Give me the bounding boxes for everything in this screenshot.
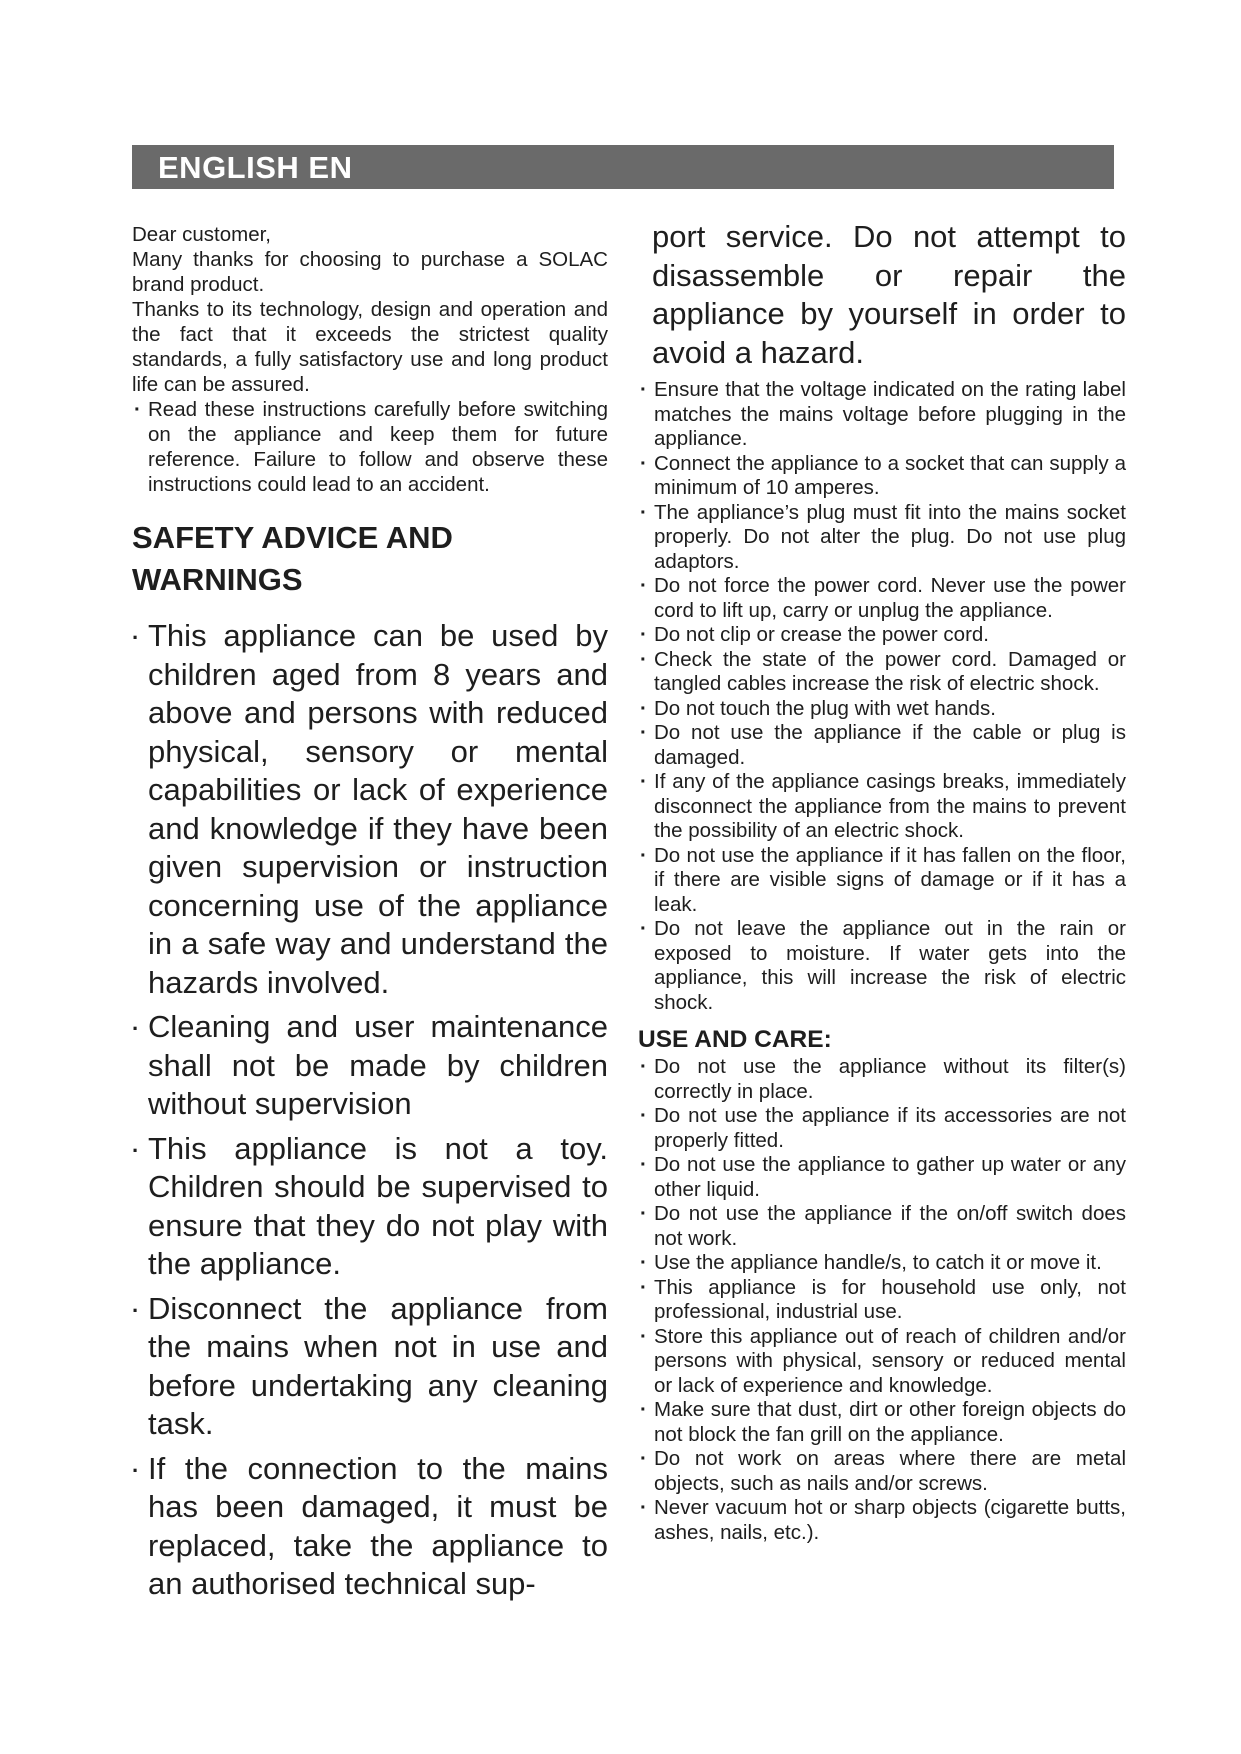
intro-thanks: Many thanks for choosing to purchase a SOLAC brand product. — [132, 248, 608, 296]
list-item: · Ensure that the voltage indicated on the rating label matches the mains voltage before plugging in the appliance. — [638, 378, 1126, 452]
list-item: · If the connection to the mains has been damaged, it must be replaced, take the appliance to an authorised technical sup- — [132, 1450, 608, 1604]
list-item: · Do not clip or crease the power cord. — [638, 623, 1126, 648]
list-item: · Connect the appliance to a socket that can supply a minimum of 10 amperes. — [638, 452, 1126, 501]
safety-heading: SAFETY ADVICE AND WARNINGS — [132, 520, 453, 597]
safety-continuation: port service. Do not attempt to disassemble or repair the appliance by yourself in order to avoid a hazard. — [652, 219, 1126, 370]
list-item: · This appliance is not a toy. Children should be supervised to ensure that they do not play with the appliance. — [132, 1130, 608, 1284]
list-item: · Never vacuum hot or sharp objects (cigarette butts, ashes, nails, etc.). — [638, 1496, 1126, 1545]
list-item: · Use the appliance handle/s, to catch it or move it. — [638, 1251, 1126, 1276]
language-header-title: ENGLISH EN — [158, 150, 353, 185]
list-item: · Cleaning and user maintenance shall not be made by children without supervision — [132, 1008, 608, 1124]
intro-greeting: Dear customer, — [132, 223, 271, 246]
list-item: · Do not use the appliance without its filter(s) correctly in place. — [638, 1055, 1126, 1104]
left-column — [132, 222, 608, 1610]
list-item: · This appliance can be used by children aged from 8 years and above and persons with reduced physical, sensory or mental capabilities or lack of experience and knowledge if they have been given supervision or instruction concerning use of the appliance in a safe way and understand the hazards involved. — [132, 617, 608, 1002]
intro-technology: Thanks to its technology, design and operation and the fact that it exceeds the strictest quality standards, a fully satisfactory use and long product life can be assured. — [132, 298, 608, 396]
list-item: · Read these instructions carefully before switching on the appliance and keep them for future reference. Failure to follow and observe these instructions could lead to an accident. — [132, 397, 608, 497]
use-and-care-list — [638, 1055, 1126, 1545]
right-column — [638, 218, 1126, 1545]
list-item: · This appliance is for household use only, not professional, industrial use. — [638, 1276, 1126, 1325]
list-item: · If any of the appliance casings breaks, immediately disconnect the appliance from the mains to prevent the possibility of an electric shock. — [638, 770, 1126, 844]
list-item: · Check the state of the power cord. Damaged or tangled cables increase the risk of electric shock. — [638, 648, 1126, 697]
list-item: · Do not use the appliance if it has fallen on the floor, if there are visible signs of damage or if it has a leak. — [638, 844, 1126, 918]
list-item: · Do not use the appliance if its accessories are not properly fitted. — [638, 1104, 1126, 1153]
intro-list — [132, 397, 608, 497]
intro-section — [132, 222, 608, 397]
language-header-bar — [132, 145, 1114, 189]
list-item: · Do not use the appliance to gather up water or any other liquid. — [638, 1153, 1126, 1202]
list-item: · Disconnect the appliance from the mains when not in use and before undertaking any cleaning task. — [132, 1290, 608, 1444]
safety-warnings-list — [132, 617, 608, 1604]
list-item: · Do not leave the appliance out in the rain or exposed to moisture. If water gets into the appliance, this will increase the risk of electric shock. — [638, 917, 1126, 1015]
list-item: · Do not touch the plug with wet hands. — [638, 697, 1126, 722]
list-item: · The appliance’s plug must fit into the mains socket properly. Do not alter the plug. Do not use plug adaptors. — [638, 501, 1126, 575]
use-and-care-heading: USE AND CARE: — [638, 1026, 832, 1053]
list-item: · Do not use the appliance if the on/off switch does not work. — [638, 1202, 1126, 1251]
list-item: · Make sure that dust, dirt or other foreign objects do not block the fan grill on the appliance. — [638, 1398, 1126, 1447]
safety-small-list — [638, 378, 1126, 1015]
list-item: · Store this appliance out of reach of children and/or persons with physical, sensory or reduced mental or lack of experience and knowledge. — [638, 1325, 1126, 1399]
list-item: · Do not use the appliance if the cable or plug is damaged. — [638, 721, 1126, 770]
list-item: · Do not force the power cord. Never use the power cord to lift up, carry or unplug the appliance. — [638, 574, 1126, 623]
list-item: · Do not work on areas where there are metal objects, such as nails and/or screws. — [638, 1447, 1126, 1496]
